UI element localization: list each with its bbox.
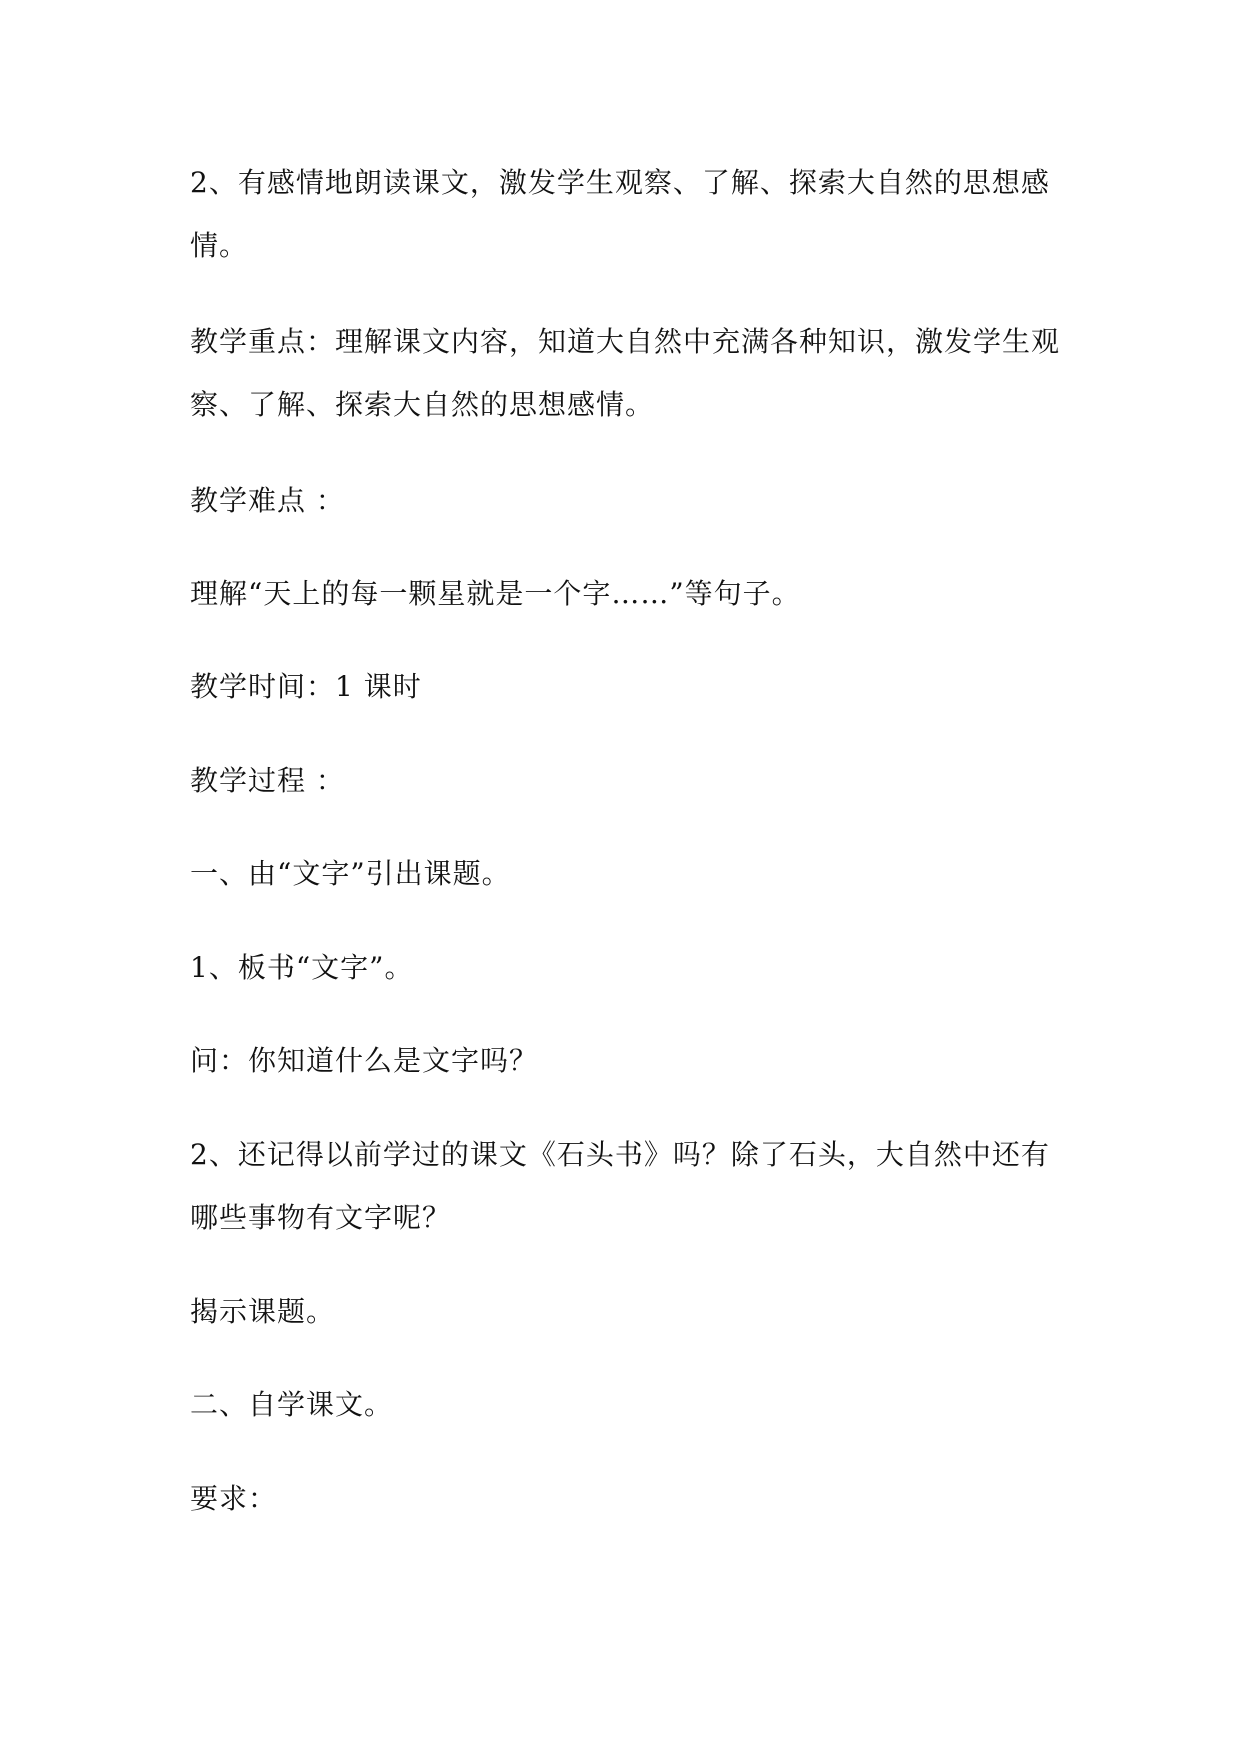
step-2-line-1: 2、还记得以前学过的课文《石头书》吗？除了石头，大自然中还有 (190, 1138, 1050, 1171)
step-2-line-2: 哪些事物有文字呢？ (190, 1201, 452, 1234)
question-text: 问：你知道什么是文字吗？ (190, 1044, 539, 1077)
objective-2-line-2: 情。 (190, 229, 249, 262)
key-points-line-1: 教学重点：理解课文内容，知道大自然中充满各种知识，激发学生观 (190, 325, 1061, 358)
key-points-line-2: 察、了解、探索大自然的思想感情。 (190, 388, 655, 421)
step-1-board: 1、板书“文字”。 (190, 951, 414, 984)
difficulty-text: 理解“天上的每一颗星就是一个字……”等句子。 (190, 577, 801, 610)
teaching-time: 教学时间：1 课时 (190, 670, 422, 703)
process-heading: 教学过程 ： (190, 764, 345, 797)
requirements-heading: 要求： (190, 1482, 278, 1515)
section-1-heading: 一、由“文字”引出课题。 (190, 857, 511, 890)
reveal-title: 揭示课题。 (190, 1295, 336, 1328)
section-2-heading: 二、自学课文。 (190, 1388, 394, 1421)
difficulty-heading: 教学难点 ： (190, 484, 345, 517)
objective-2-line-1: 2、有感情地朗读课文，激发学生观察、了解、探索大自然的思想感 (190, 166, 1050, 199)
